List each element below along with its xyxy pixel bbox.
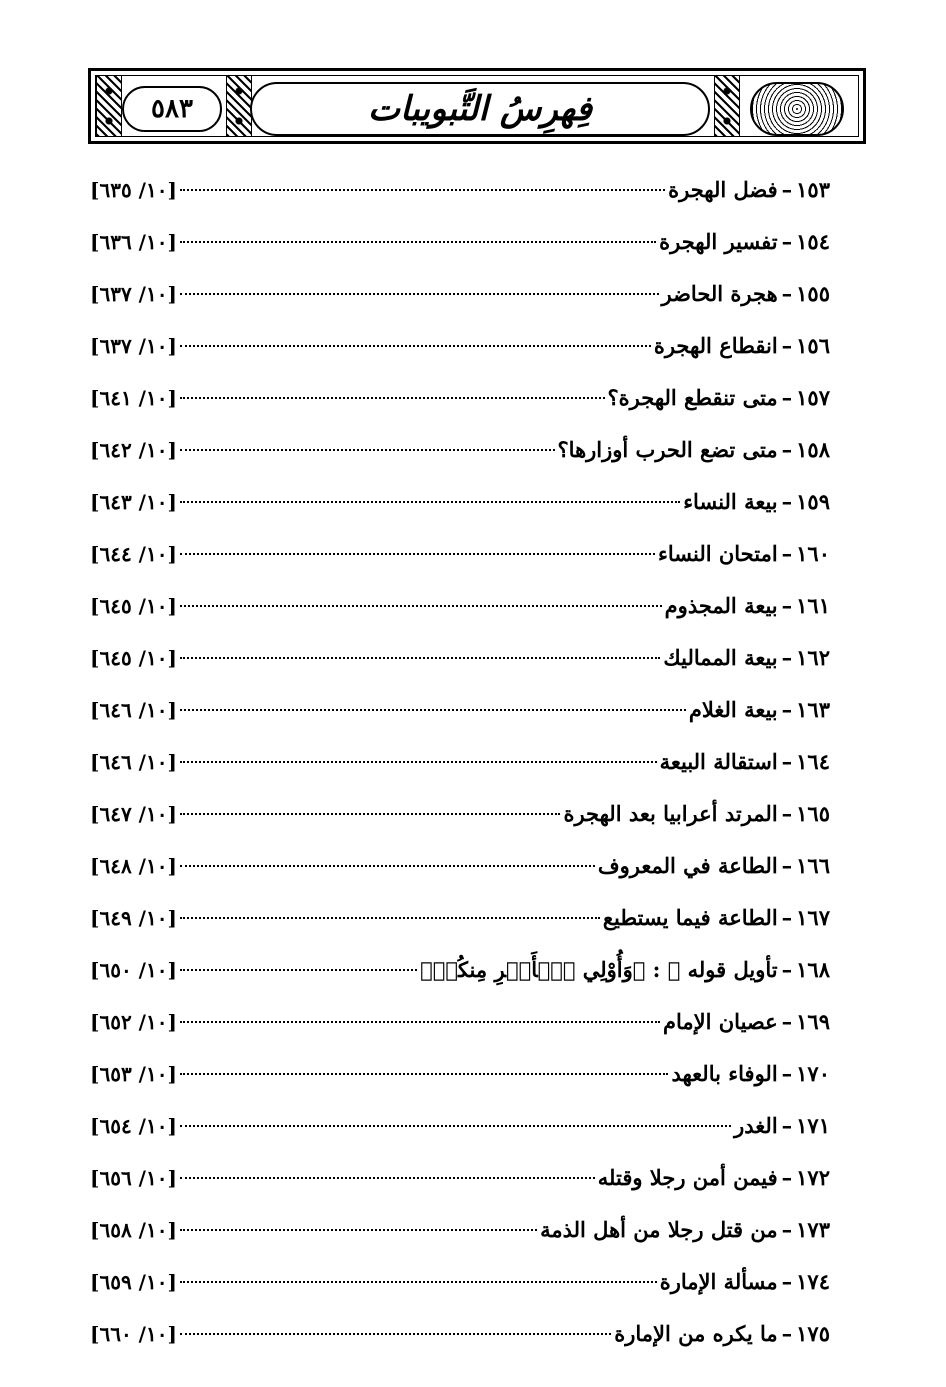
entry-reference: [١٠/ ٦٦٠] <box>90 1322 177 1346</box>
entry-number: ١٥٣ <box>796 177 830 202</box>
entry-number: ١٧٣ <box>796 1217 830 1242</box>
entry-title: تأويل قوله ﷻ : ﴿وَأُوْلِي ٱلۡأَمۡرِ مِنكُمۡ﴾ <box>420 957 778 982</box>
entry-title: الوفاء بالعهد <box>671 1061 778 1086</box>
index-entry[interactable]: ١٦٤ – استقالة البيعة [١٠/ ٦٤٦] <box>90 742 830 782</box>
index-entry[interactable]: ١٧٥ – ما يكره من الإمارة [١٠/ ٦٦٠] <box>90 1314 830 1354</box>
dot-leader <box>180 501 680 503</box>
entry-title: فيمن أمن رجلا وقتله <box>597 1165 778 1190</box>
entry-reference: [١٠/ ٦٤٦] <box>90 698 177 722</box>
dot-leader <box>180 761 657 763</box>
entry-title: هجرة الحاضر <box>661 281 778 306</box>
entry-title: ما يكره من الإمارة <box>614 1321 778 1346</box>
dot-leader <box>180 293 659 295</box>
entry-reference: [١٠/ ٦٤٣] <box>90 490 177 514</box>
entry-reference: [١٠/ ٦٥٨] <box>90 1218 177 1242</box>
entry-number: ١٦٠ <box>796 541 830 566</box>
entry-title: متى تنقطع الهجرة؟ <box>607 385 778 410</box>
entry-reference: [١٠/ ٦٤٤] <box>90 542 177 566</box>
entry-number: ١٧١ <box>796 1113 830 1138</box>
entry-number: ١٦٨ <box>796 957 830 982</box>
entry-title: الطاعة في المعروف <box>597 853 778 878</box>
entry-reference: [١٠/ ٦٥٩] <box>90 1270 177 1294</box>
entry-number: ١٦٦ <box>796 853 830 878</box>
index-entry[interactable]: ١٦٦ – الطاعة في المعروف [١٠/ ٦٤٨] <box>90 846 830 886</box>
entry-number: ١٦٤ <box>796 749 830 774</box>
entry-reference: [١٠/ ٦٥٢] <box>90 1010 177 1034</box>
index-entry[interactable]: ١٦٨ – تأويل قوله ﷻ : ﴿وَأُوْلِي ٱلۡأَمۡرِ مِنكُمۡ﴾ [١٠/ ٦٥٠] <box>90 950 830 990</box>
entry-reference: [١٠/ ٦٣٦] <box>90 230 177 254</box>
entry-title: بيعة المجذوم <box>664 593 778 618</box>
dot-leader <box>180 709 686 711</box>
dot-leader <box>180 189 665 191</box>
entry-number: ١٧٠ <box>796 1061 830 1086</box>
entry-title: بيعة النساء <box>683 489 778 514</box>
dot-leader <box>180 1021 660 1023</box>
index-entry[interactable]: ١٦٥ – المرتد أعرابيا بعد الهجرة [١٠/ ٦٤٧] <box>90 794 830 834</box>
entry-title: بيعة المماليك <box>663 645 778 670</box>
index-entry[interactable]: ١٥٥ – هجرة الحاضر [١٠/ ٦٣٧] <box>90 274 830 314</box>
page-number: ٥٨٣ <box>122 86 222 132</box>
dot-leader <box>180 553 655 555</box>
index-entry[interactable]: ١٧٤ – مسألة الإمارة [١٠/ ٦٥٩] <box>90 1262 830 1302</box>
entry-title: استقالة البيعة <box>659 749 778 774</box>
entry-reference: [١٠/ ٦٥٤] <box>90 1114 177 1138</box>
entry-title: امتحان النساء <box>657 541 778 566</box>
dot-leader <box>180 241 656 243</box>
entry-title: فضل الهجرة <box>668 177 778 202</box>
entry-number: ١٥٩ <box>796 489 830 514</box>
entry-reference: [١٠/ ٦٤٨] <box>90 854 177 878</box>
page-title: فِهرِسُ التَّبويبات <box>250 82 710 136</box>
entry-title: تفسير الهجرة <box>659 229 778 254</box>
dot-leader <box>180 1073 669 1075</box>
entry-title: مسألة الإمارة <box>659 1269 778 1294</box>
dot-leader <box>180 917 600 919</box>
entry-reference: [١٠/ ٦٥٣] <box>90 1062 177 1086</box>
dot-leader <box>180 1125 731 1127</box>
index-entry[interactable]: ١٧١ – الغدر [١٠/ ٦٥٤] <box>90 1106 830 1146</box>
dot-leader <box>180 345 651 347</box>
entry-number: ١٥٤ <box>796 229 830 254</box>
entry-reference: [١٠/ ٦٤٦] <box>90 750 177 774</box>
entry-number: ١٦٢ <box>796 645 830 670</box>
entry-title: انقطاع الهجرة <box>653 333 778 358</box>
index-entry[interactable]: ١٥٨ – متى تضع الحرب أوزارها؟ [١٠/ ٦٤٢] <box>90 430 830 470</box>
entry-reference: [١٠/ ٦٤٧] <box>90 802 177 826</box>
entry-title: متى تضع الحرب أوزارها؟ <box>557 437 778 462</box>
index-entry[interactable]: ١٦١ – بيعة المجذوم [١٠/ ٦٤٥] <box>90 586 830 626</box>
index-entry[interactable]: ١٦٢ – بيعة المماليك [١٠/ ٦٤٥] <box>90 638 830 678</box>
index-entry[interactable]: ١٧٠ – الوفاء بالعهد [١٠/ ٦٥٣] <box>90 1054 830 1094</box>
index-entry[interactable]: ١٥٣ – فضل الهجرة [١٠/ ٦٣٥] <box>90 170 830 210</box>
entry-title: عصيان الإمام <box>662 1009 778 1034</box>
entry-number: ١٧٤ <box>796 1269 830 1294</box>
entry-reference: [١٠/ ٦٤٥] <box>90 646 177 670</box>
entry-reference: [١٠/ ٦٤٥] <box>90 594 177 618</box>
index-entry[interactable]: ١٦٣ – بيعة الغلام [١٠/ ٦٤٦] <box>90 690 830 730</box>
entry-number: ١٥٨ <box>796 437 830 462</box>
entry-reference: [١٠/ ٦٥٠] <box>90 958 177 982</box>
index-entry[interactable]: ١٦٠ – امتحان النساء [١٠/ ٦٤٤] <box>90 534 830 574</box>
dot-leader <box>180 397 605 399</box>
entry-title: من قتل رجلا من أهل الذمة <box>540 1217 778 1242</box>
entry-number: ١٥٦ <box>796 333 830 358</box>
dot-leader <box>180 1281 657 1283</box>
entry-number: ١٦٣ <box>796 697 830 722</box>
index-entry[interactable]: ١٦٩ – عصيان الإمام [١٠/ ٦٥٢] <box>90 1002 830 1042</box>
dot-leader <box>180 657 660 659</box>
entry-number: ١٦٥ <box>796 801 830 826</box>
entry-reference: [١٠/ ٦٤٩] <box>90 906 177 930</box>
entry-reference: [١٠/ ٦٤٢] <box>90 438 177 462</box>
entry-number: ١٦٩ <box>796 1009 830 1034</box>
entry-reference: [١٠/ ٦٣٥] <box>90 178 177 202</box>
index-entry[interactable]: ١٦٧ – الطاعة فيما يستطيع [١٠/ ٦٤٩] <box>90 898 830 938</box>
entry-number: ١٧٢ <box>796 1165 830 1190</box>
dot-leader <box>180 813 561 815</box>
entry-title: بيعة الغلام <box>688 697 778 722</box>
dot-leader <box>180 1177 595 1179</box>
dot-leader <box>180 865 595 867</box>
dot-leader <box>180 1229 537 1231</box>
entry-title: الطاعة فيما يستطيع <box>602 905 778 930</box>
dot-leader <box>180 449 555 451</box>
index-entry[interactable]: ١٥٤ – تفسير الهجرة [١٠/ ٦٣٦] <box>90 222 830 262</box>
dot-leader <box>180 969 417 971</box>
entry-reference: [١٠/ ٦٣٧] <box>90 334 177 358</box>
entry-title: الغدر <box>734 1113 778 1138</box>
index-entry[interactable]: ١٧٣ – من قتل رجلا من أهل الذمة [١٠/ ٦٥٨] <box>90 1210 830 1250</box>
entry-number: ١٥٥ <box>796 281 830 306</box>
dot-leader <box>180 1333 611 1335</box>
index-entry[interactable]: ١٧٢ – فيمن أمن رجلا وقتله [١٠/ ٦٥٦] <box>90 1158 830 1198</box>
entry-number: ١٥٧ <box>796 385 830 410</box>
entry-number: ١٧٥ <box>796 1321 830 1346</box>
entry-title: المرتد أعرابيا بعد الهجرة <box>563 801 778 826</box>
index-entry[interactable]: ١٥٩ – بيعة النساء [١٠/ ٦٤٣] <box>90 482 830 522</box>
dot-leader <box>180 605 662 607</box>
entry-number: ١٦٧ <box>796 905 830 930</box>
entry-number: ١٦١ <box>796 593 830 618</box>
index-entry[interactable]: ١٥٦ – انقطاع الهجرة [١٠/ ٦٣٧] <box>90 326 830 366</box>
entry-reference: [١٠/ ٦٣٧] <box>90 282 177 306</box>
entry-reference: [١٠/ ٦٥٦] <box>90 1166 177 1190</box>
index-entry[interactable]: ١٥٧ – متى تنقطع الهجرة؟ [١٠/ ٦٤١] <box>90 378 830 418</box>
entry-reference: [١٠/ ٦٤١] <box>90 386 177 410</box>
